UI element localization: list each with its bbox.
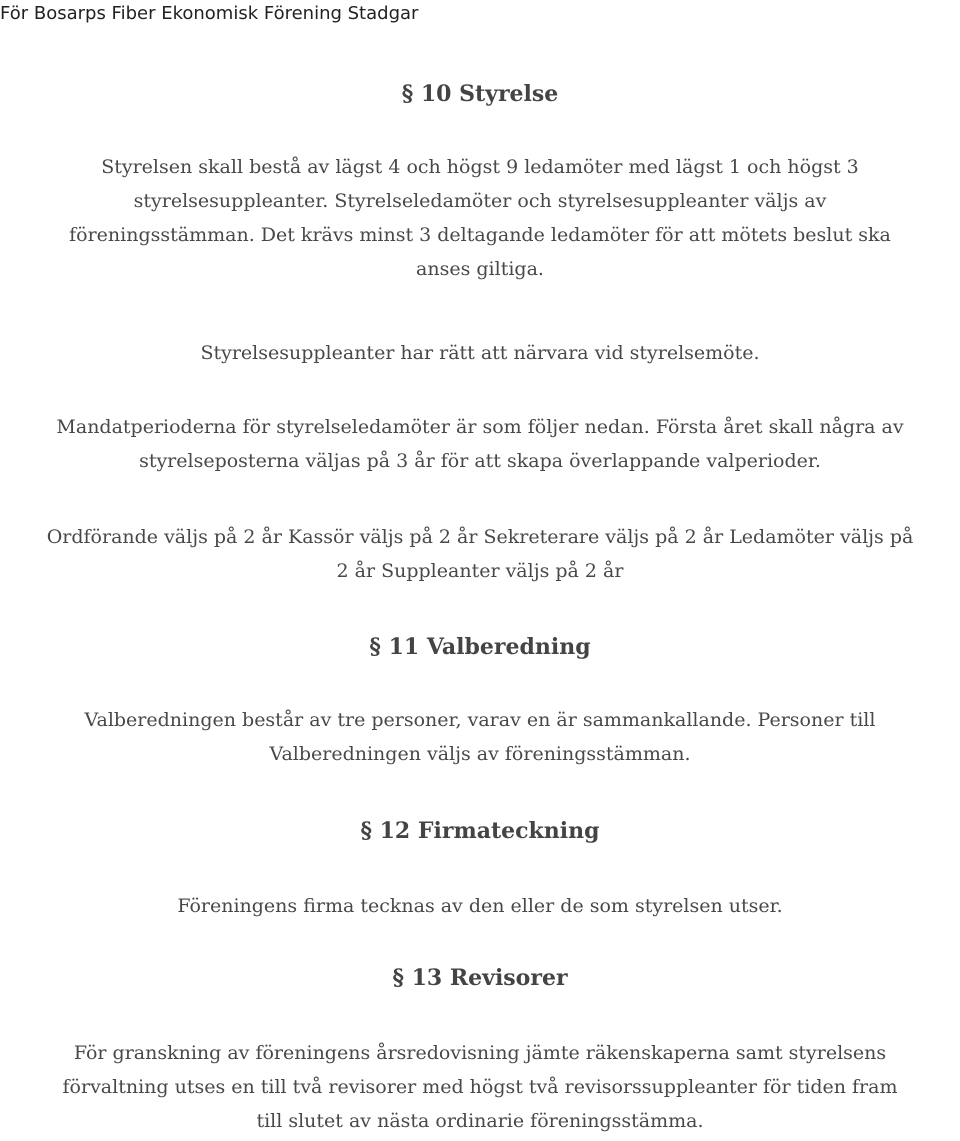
text-line: styrelseposterna väljas på 3 år för att skapa överlappande valperioder. xyxy=(139,450,821,472)
paragraph-board-composition xyxy=(0,150,960,286)
paragraph-role-terms xyxy=(0,520,960,588)
text-line: förvaltning utses en till två revisorer med högst två revisorssuppleanter för tiden fram xyxy=(62,1076,898,1098)
paragraph-mandate-periods xyxy=(0,410,960,478)
text-line: Styrelsesuppleanter har rätt att närvara vid styrelsemöte. xyxy=(200,342,760,364)
text-line: Valberedningen består av tre personer, varav en är sammankallande. Personer till xyxy=(84,709,876,731)
paragraph-auditors xyxy=(0,1036,960,1138)
text-line: anses giltiga. xyxy=(416,258,544,280)
section-heading-13: § 13 Revisorer xyxy=(392,965,568,991)
section-heading-11: § 11 Valberedning xyxy=(369,634,591,660)
text-line: styrelsesuppleanter. Styrelseledamöter och styrelsesuppleanter väljs av xyxy=(133,190,827,212)
text-line: Mandatperioderna för styrelseledamöter är som följer nedan. Första året skall några av xyxy=(56,416,904,438)
text-line: till slutet av nästa ordinarie föreningsstämma. xyxy=(256,1110,704,1132)
paragraph-nomination-committee xyxy=(0,703,960,771)
text-line: föreningsstämman. Det krävs minst 3 deltagande ledamöter för att mötets beslut ska xyxy=(69,224,891,246)
text-line: 2 år Suppleanter väljs på 2 år xyxy=(336,560,624,582)
text-line: Föreningens firma tecknas av den eller de som styrelsen utser. xyxy=(177,895,783,917)
section-heading-10: § 10 Styrelse xyxy=(401,81,559,107)
text-line: Styrelsen skall bestå av lägst 4 och högst 9 ledamöter med lägst 1 och högst 3 xyxy=(101,156,859,178)
document-header: För Bosarps Fiber Ekonomisk Förening Stadgar xyxy=(0,3,419,24)
section-heading-12: § 12 Firmateckning xyxy=(360,818,600,844)
paragraph-signatory xyxy=(0,889,960,923)
text-line: Ordförande väljs på 2 år Kassör väljs på 2 år Sekreterare väljs på 2 år Ledamöter väljs på xyxy=(46,526,914,548)
text-line: För granskning av föreningens årsredovisning jämte räkenskaperna samt styrelsens xyxy=(73,1042,887,1064)
text-line: Valberedningen väljs av föreningsstämman. xyxy=(269,743,691,765)
paragraph-deputies-attendance xyxy=(0,336,960,370)
